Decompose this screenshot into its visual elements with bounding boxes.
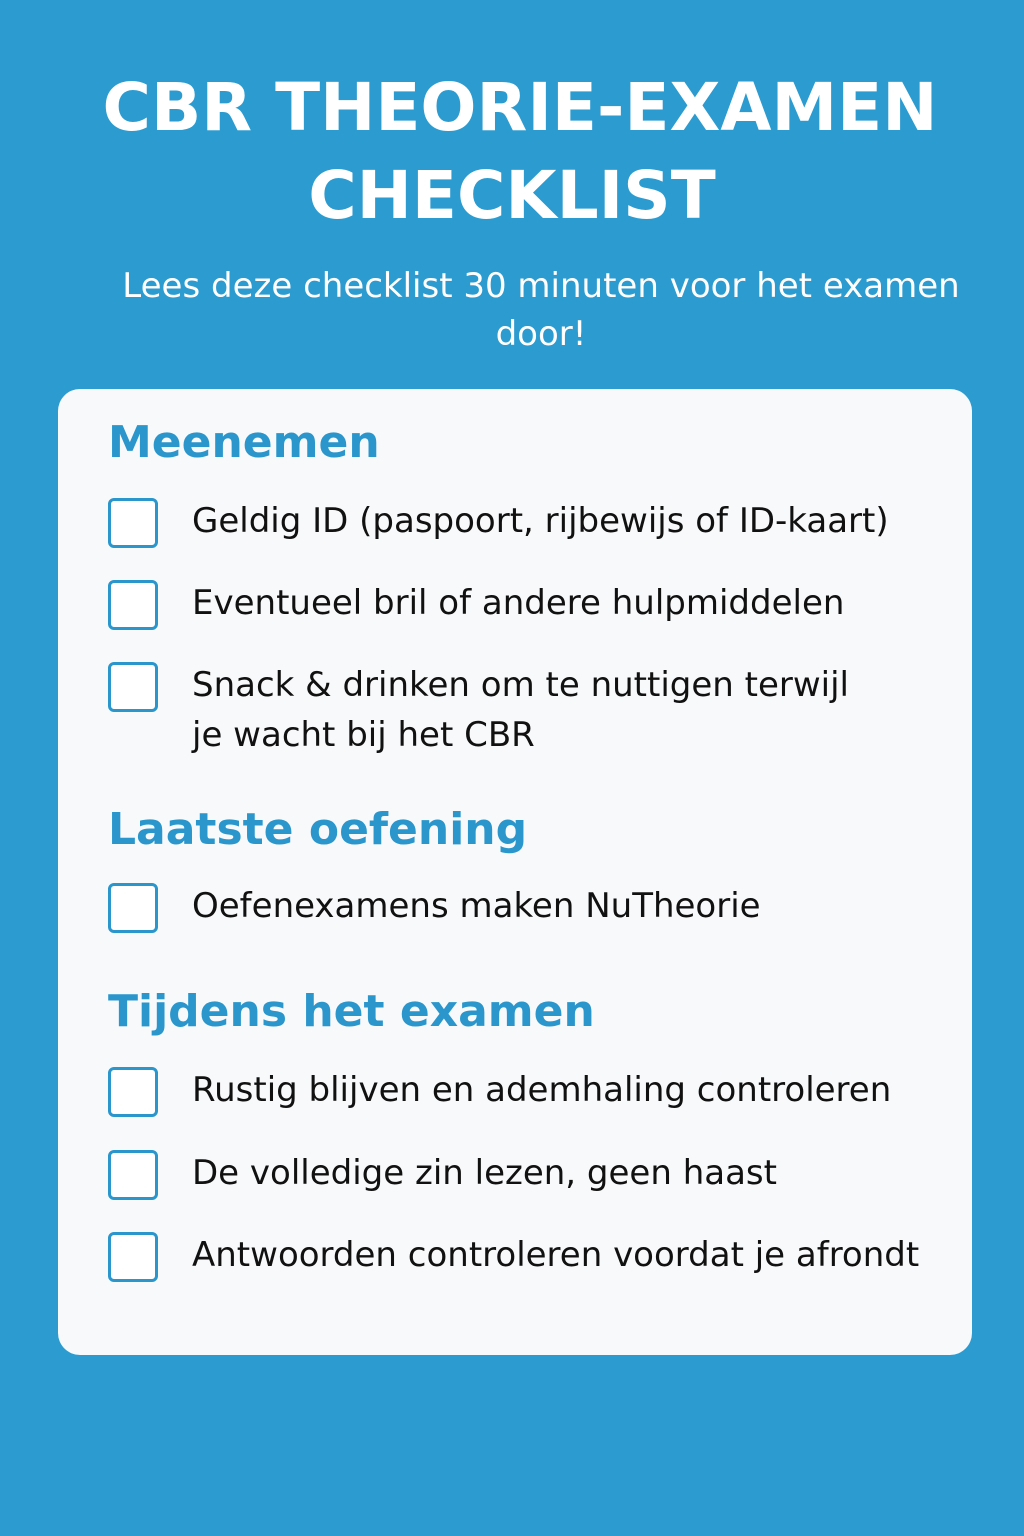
page-title-line-2: CHECKLIST <box>308 157 716 234</box>
page-title-line-1: CBR THEORIE-EXAMEN <box>102 69 938 146</box>
checklist-item-label: Oefenexamens maken NuTheorie <box>192 886 761 926</box>
checklist-card <box>58 389 972 1355</box>
checkbox[interactable] <box>108 580 158 630</box>
checkbox[interactable] <box>108 1150 158 1200</box>
checkbox[interactable] <box>108 1067 158 1117</box>
checklist-item-label: Snack & drinken om te nuttigen terwijl je wacht bij het CBR <box>192 665 850 755</box>
section-title-tijdens-het-examen: Tijdens het examen <box>108 986 595 1037</box>
checkbox[interactable] <box>108 1232 158 1282</box>
checklist-item-label: Eventueel bril of andere hulpmiddelen <box>192 583 845 623</box>
checklist-item-label: Antwoorden controleren voordat je afrondt <box>192 1235 920 1275</box>
checklist-item-label: Geldig ID (paspoort, rijbewijs of ID-kaart) <box>192 501 889 541</box>
section-title-laatste-oefening: Laatste oefening <box>108 804 528 855</box>
subtitle: Lees deze checklist 30 minuten voor het examen door! <box>122 266 960 354</box>
checkbox[interactable] <box>108 498 158 548</box>
checklist-item-label: De volledige zin lezen, geen haast <box>192 1153 777 1193</box>
checklist-item-label: Rustig blijven en ademhaling controleren <box>192 1070 892 1110</box>
checkbox[interactable] <box>108 883 158 933</box>
checkbox[interactable] <box>108 662 158 712</box>
section-title-meenemen: Meenemen <box>108 417 380 468</box>
